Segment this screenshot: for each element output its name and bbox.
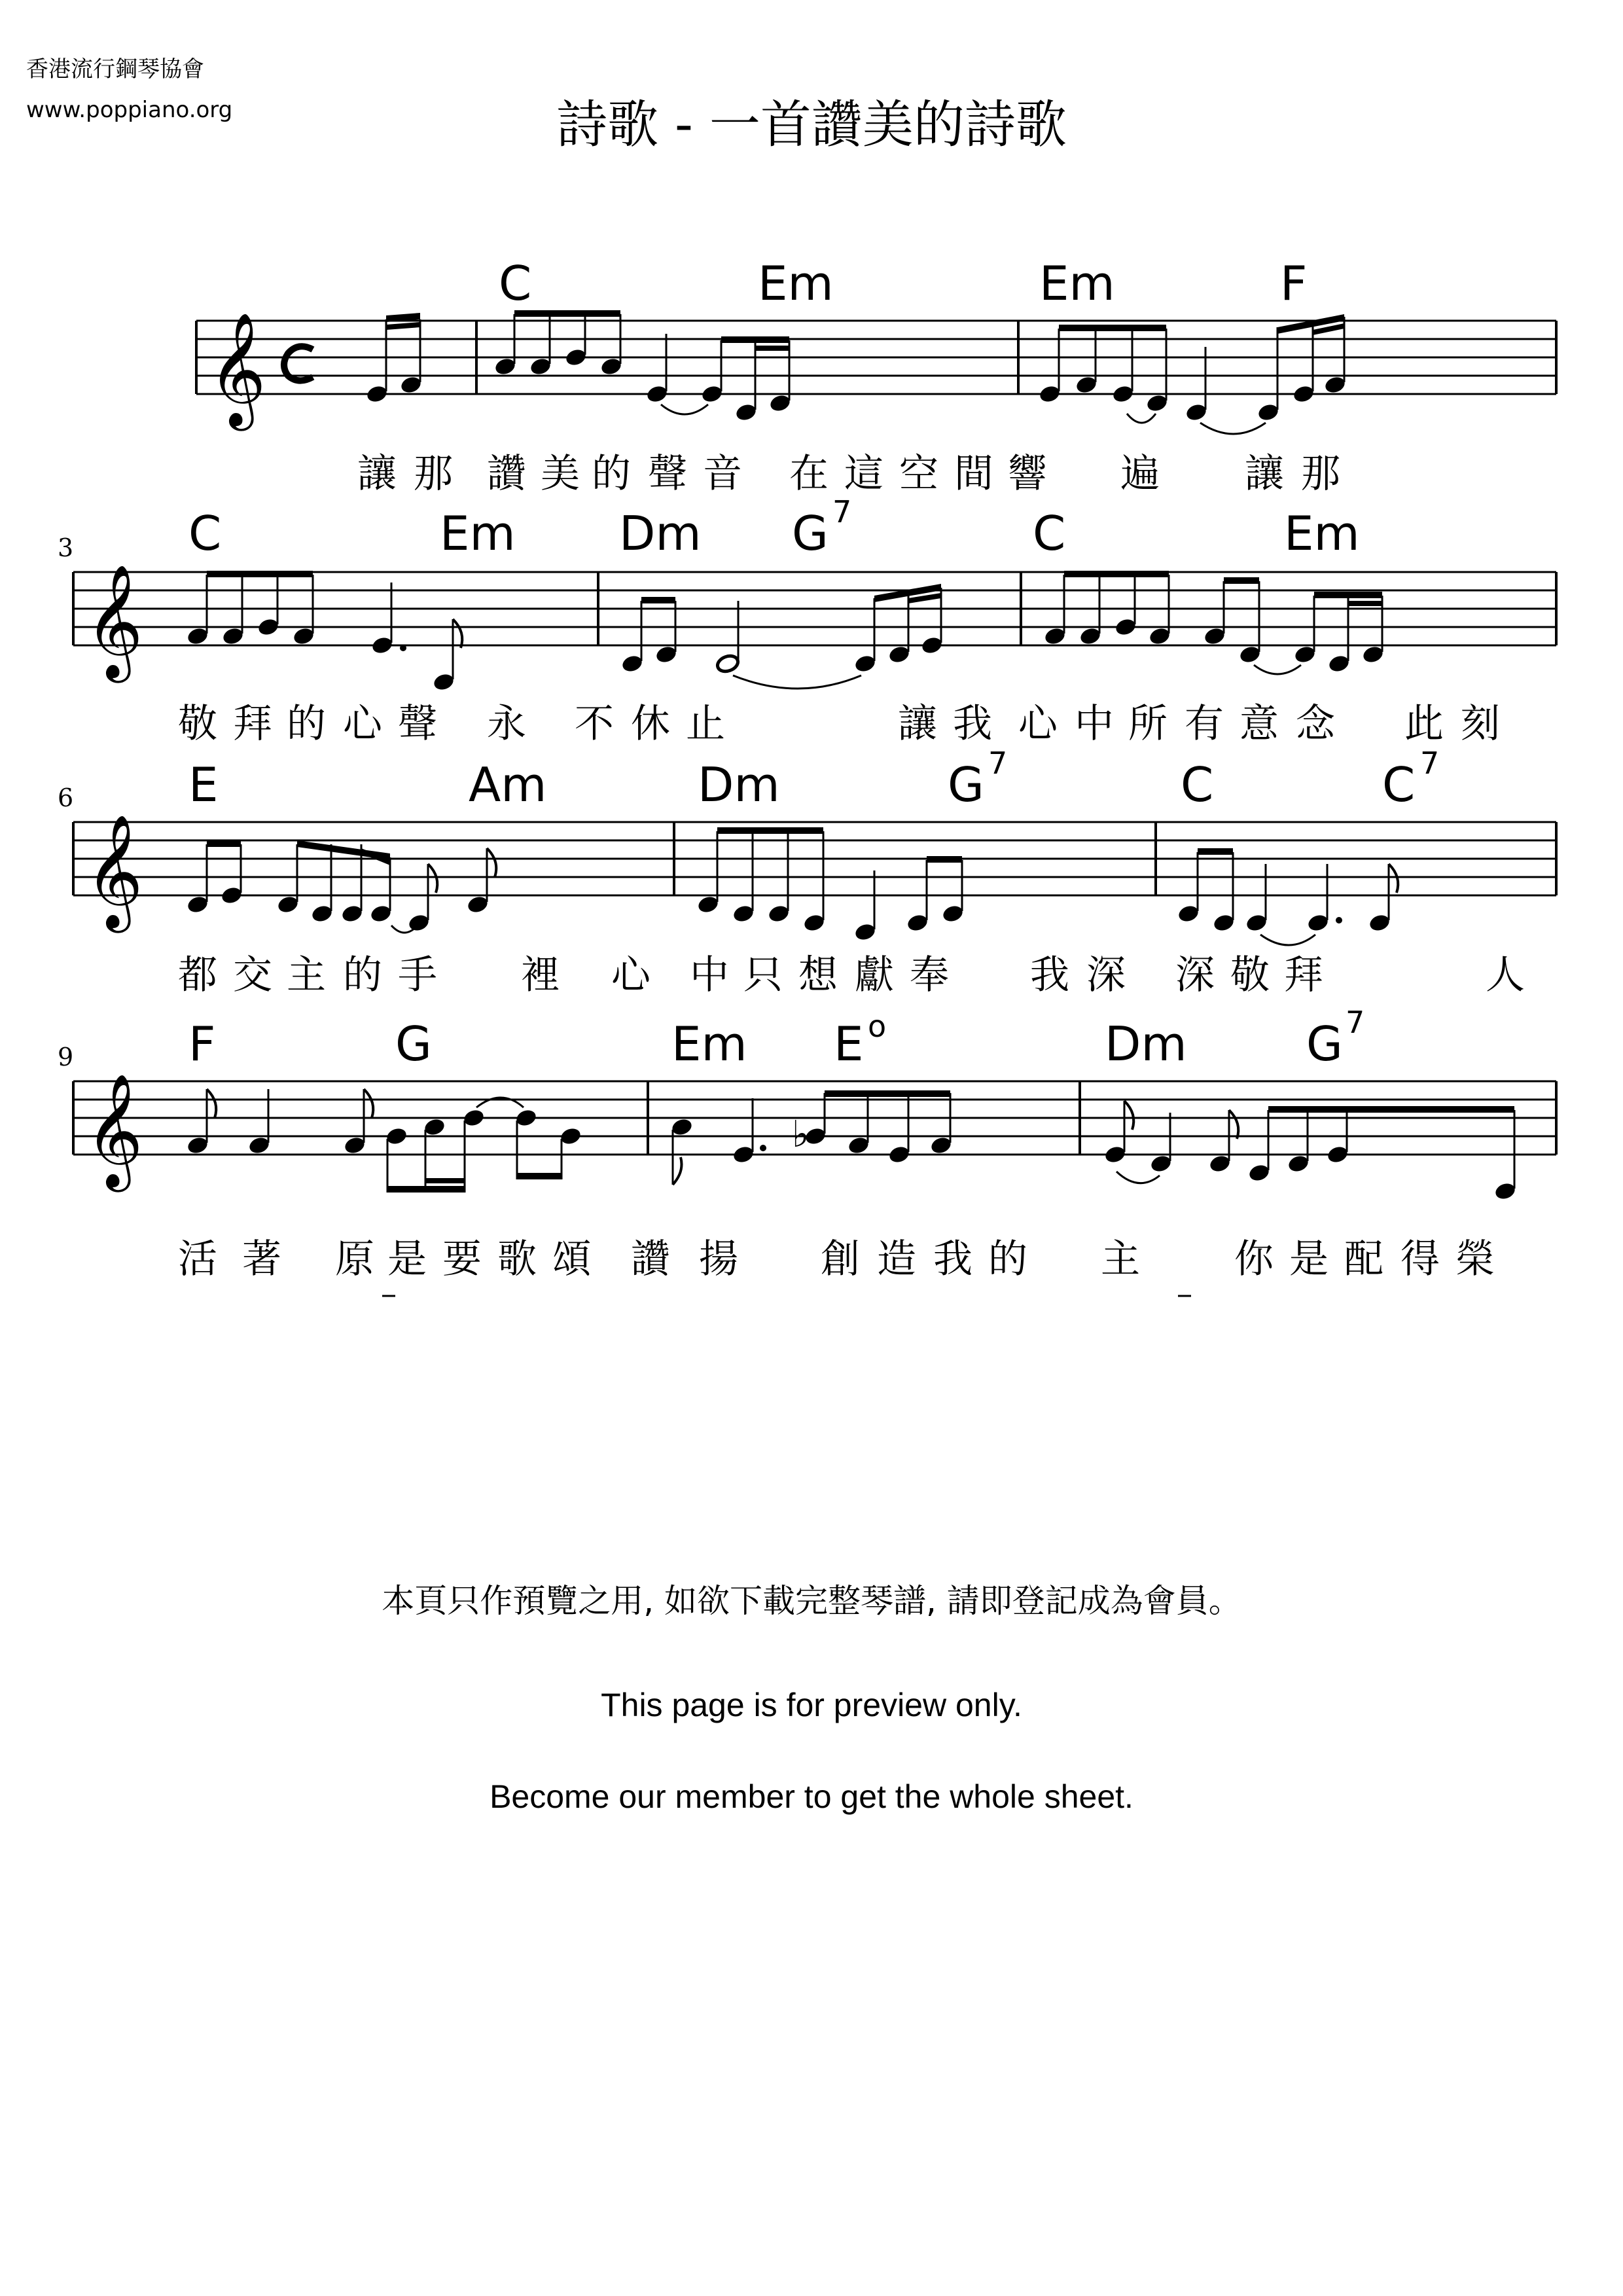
lyric-syllable: 創 — [821, 1236, 860, 1282]
lyric-syllable: 在 — [789, 451, 829, 497]
lyric-syllable: 揚 — [699, 1236, 738, 1282]
lyric-syllable: 念 — [1296, 701, 1335, 747]
lyrics-line-1 — [357, 451, 1340, 497]
lyric-syllable: 音 — [703, 451, 742, 497]
chord-symbol: F — [1280, 256, 1308, 311]
chord-symbol: G — [948, 757, 984, 812]
lyric-syllable: 都 — [178, 952, 217, 998]
lyric-syllable: 這 — [844, 451, 883, 497]
chord-symbol: C — [1181, 757, 1214, 812]
lyric-syllable: 讓 — [357, 451, 397, 497]
lyric-syllable: 只 — [743, 952, 783, 998]
lyric-syllable: 永 — [487, 701, 526, 747]
lyric-syllable: 榮 — [1455, 1236, 1495, 1282]
lyric-syllable: 心 — [1018, 701, 1058, 747]
chord-symbol: C — [188, 506, 222, 561]
lyric-syllable: 交 — [233, 952, 272, 998]
lyric-syllable: 原 — [335, 1236, 374, 1282]
lyric-syllable: 歌 — [497, 1236, 537, 1282]
chord-superscript: 7 — [1346, 1005, 1365, 1040]
lyric-syllable: 遍 — [1120, 451, 1160, 497]
lyric-syllable: 心 — [343, 701, 382, 747]
lyric-syllable: 你 — [1234, 1236, 1274, 1282]
chord-symbol: C — [1033, 506, 1066, 561]
lyric-syllable: 著 — [242, 1236, 281, 1282]
chord-symbol: G — [1306, 1016, 1343, 1071]
lyric-syllable: 響 — [1008, 451, 1047, 497]
beams — [207, 571, 1382, 606]
lyric-syllable: 聲 — [648, 451, 687, 497]
staff-lines — [196, 321, 1556, 394]
flat-icon: ♭ — [792, 1113, 810, 1156]
lyric-syllable: 想 — [798, 952, 838, 998]
lyric-syllable: 獻 — [855, 952, 894, 998]
lyric-syllable: 拜 — [233, 701, 272, 747]
lyric-syllable: 那 — [1301, 451, 1340, 497]
beams — [386, 310, 1344, 351]
chord-superscript: 7 — [988, 745, 1008, 781]
measure-number: 3 — [58, 533, 74, 562]
lyric-syllable: 我 — [933, 1236, 972, 1282]
notes — [186, 617, 1385, 692]
lyric-syllable: 敬 — [178, 701, 217, 747]
system-2 — [73, 564, 1556, 692]
lyric-syllable: 造 — [877, 1236, 916, 1282]
lyric-syllable: 配 — [1344, 1236, 1383, 1282]
lyric-syllable: 奉 — [910, 952, 949, 998]
preview-notice-line: This page is for preview only. — [601, 1687, 1022, 1723]
chord-symbol: G — [395, 1016, 432, 1071]
lyric-syllable: 中 — [690, 952, 729, 998]
lyrics-line-4 — [178, 1236, 1495, 1282]
lyric-syllable: 是 — [1289, 1236, 1329, 1282]
lyric-syllable: 主 — [287, 952, 326, 998]
lyric-syllable: 活 — [178, 1236, 217, 1282]
lyric-syllable: 的 — [343, 952, 382, 998]
membership-notice-line: Become our member to get the whole sheet. — [490, 1778, 1133, 1815]
lyric-syllable: 刻 — [1461, 701, 1500, 747]
system-1 — [196, 310, 1556, 434]
chord-symbol: C — [499, 256, 532, 311]
page-title: 詩歌 - 一首讚美的詩歌 — [556, 96, 1067, 154]
measure-number: 6 — [58, 783, 74, 812]
lyric-syllable: 意 — [1240, 701, 1279, 747]
lyric-syllable: 手 — [398, 952, 437, 998]
site-name: 香港流行鋼琴協會 — [26, 56, 204, 82]
chord-symbol: C — [1382, 757, 1416, 812]
lyric-syllable: 那 — [414, 451, 453, 497]
ties — [391, 925, 1315, 945]
chord-symbol: G — [792, 506, 829, 561]
chord-symbol: Em — [1284, 506, 1360, 561]
system-4 — [73, 1073, 1556, 1296]
chord-symbol: F — [188, 1016, 216, 1071]
lyric-syllable: 讓 — [1245, 451, 1284, 497]
lyrics-line-3 — [178, 952, 1525, 998]
lyric-syllable: 我 — [1030, 952, 1069, 998]
lyric-syllable: 深 — [1086, 952, 1126, 998]
lyric-syllable: 此 — [1404, 701, 1444, 747]
lyrics-line-2 — [178, 701, 1500, 747]
lyric-syllable: 的 — [287, 701, 326, 747]
chord-symbol: Em — [671, 1016, 747, 1071]
measure-number: 9 — [58, 1043, 74, 1071]
treble-clef-icon: 𝄞 — [85, 1073, 143, 1187]
lyric-syllable: 是 — [387, 1236, 427, 1282]
lyric-syllable: 主 — [1101, 1236, 1140, 1282]
chord-symbol: Am — [469, 757, 547, 812]
lyric-syllable: 聲 — [398, 701, 437, 747]
chord-symbol: Em — [440, 506, 516, 561]
lyric-syllable: 心 — [611, 952, 651, 998]
lyric-syllable: 讚 — [487, 451, 526, 497]
flag — [453, 619, 462, 648]
lyric-syllable: 讓 — [898, 701, 937, 747]
lyric-syllable: 敬 — [1230, 952, 1270, 998]
chord-symbol: E — [834, 1016, 864, 1071]
lyric-syllable: 裡 — [521, 952, 560, 998]
site-url[interactable]: www.poppiano.org — [26, 97, 233, 123]
lyric-syllable: 要 — [442, 1236, 482, 1282]
lyric-syllable: 間 — [954, 451, 993, 497]
lyric-syllable: 拜 — [1284, 952, 1323, 998]
lyric-syllable: 所 — [1128, 701, 1168, 747]
chord-superscript: o — [868, 1009, 887, 1044]
chord-symbol: Dm — [698, 757, 780, 812]
ties — [733, 665, 1301, 689]
lyric-syllable: 頌 — [552, 1236, 592, 1282]
chord-symbol: E — [188, 757, 219, 812]
lyric-syllable: 中 — [1075, 701, 1114, 747]
lyric-syllable: 得 — [1400, 1236, 1440, 1282]
treble-clef-icon: 𝄞 — [85, 814, 143, 928]
lyric-syllable: 的 — [592, 451, 631, 497]
lyric-syllable: 人 — [1486, 952, 1525, 998]
chord-symbol: Dm — [1105, 1016, 1187, 1071]
treble-clef-icon: 𝄞 — [85, 564, 143, 678]
chord-symbol: Em — [1039, 256, 1115, 311]
stems-and-beams — [386, 314, 1344, 410]
lyric-syllable: 空 — [899, 451, 938, 497]
preview-notice-chinese: 本頁只作預覽之用, 如欲下載完整琴譜, 請即登記成為會員。 — [382, 1582, 1241, 1620]
lyric-syllable: 的 — [988, 1236, 1027, 1282]
chord-superscript: 7 — [1420, 745, 1440, 781]
lyric-syllable: 美 — [541, 451, 580, 497]
lyric-syllable: 休 — [631, 701, 670, 747]
system-3 — [73, 814, 1556, 945]
lyric-syllable: 讚 — [631, 1236, 670, 1282]
chord-symbol: Em — [758, 256, 834, 311]
lyric-syllable: 我 — [953, 701, 992, 747]
treble-clef-icon: 𝄞 — [208, 312, 266, 426]
lyric-syllable: 有 — [1185, 701, 1224, 747]
chord-superscript: 7 — [832, 494, 852, 529]
notes — [365, 348, 1347, 423]
lyric-syllable: 不 — [575, 701, 614, 747]
flags — [428, 848, 1398, 893]
lyric-syllable: 止 — [686, 701, 725, 747]
chord-symbol: Dm — [619, 506, 702, 561]
lyric-syllable: 深 — [1175, 952, 1215, 998]
